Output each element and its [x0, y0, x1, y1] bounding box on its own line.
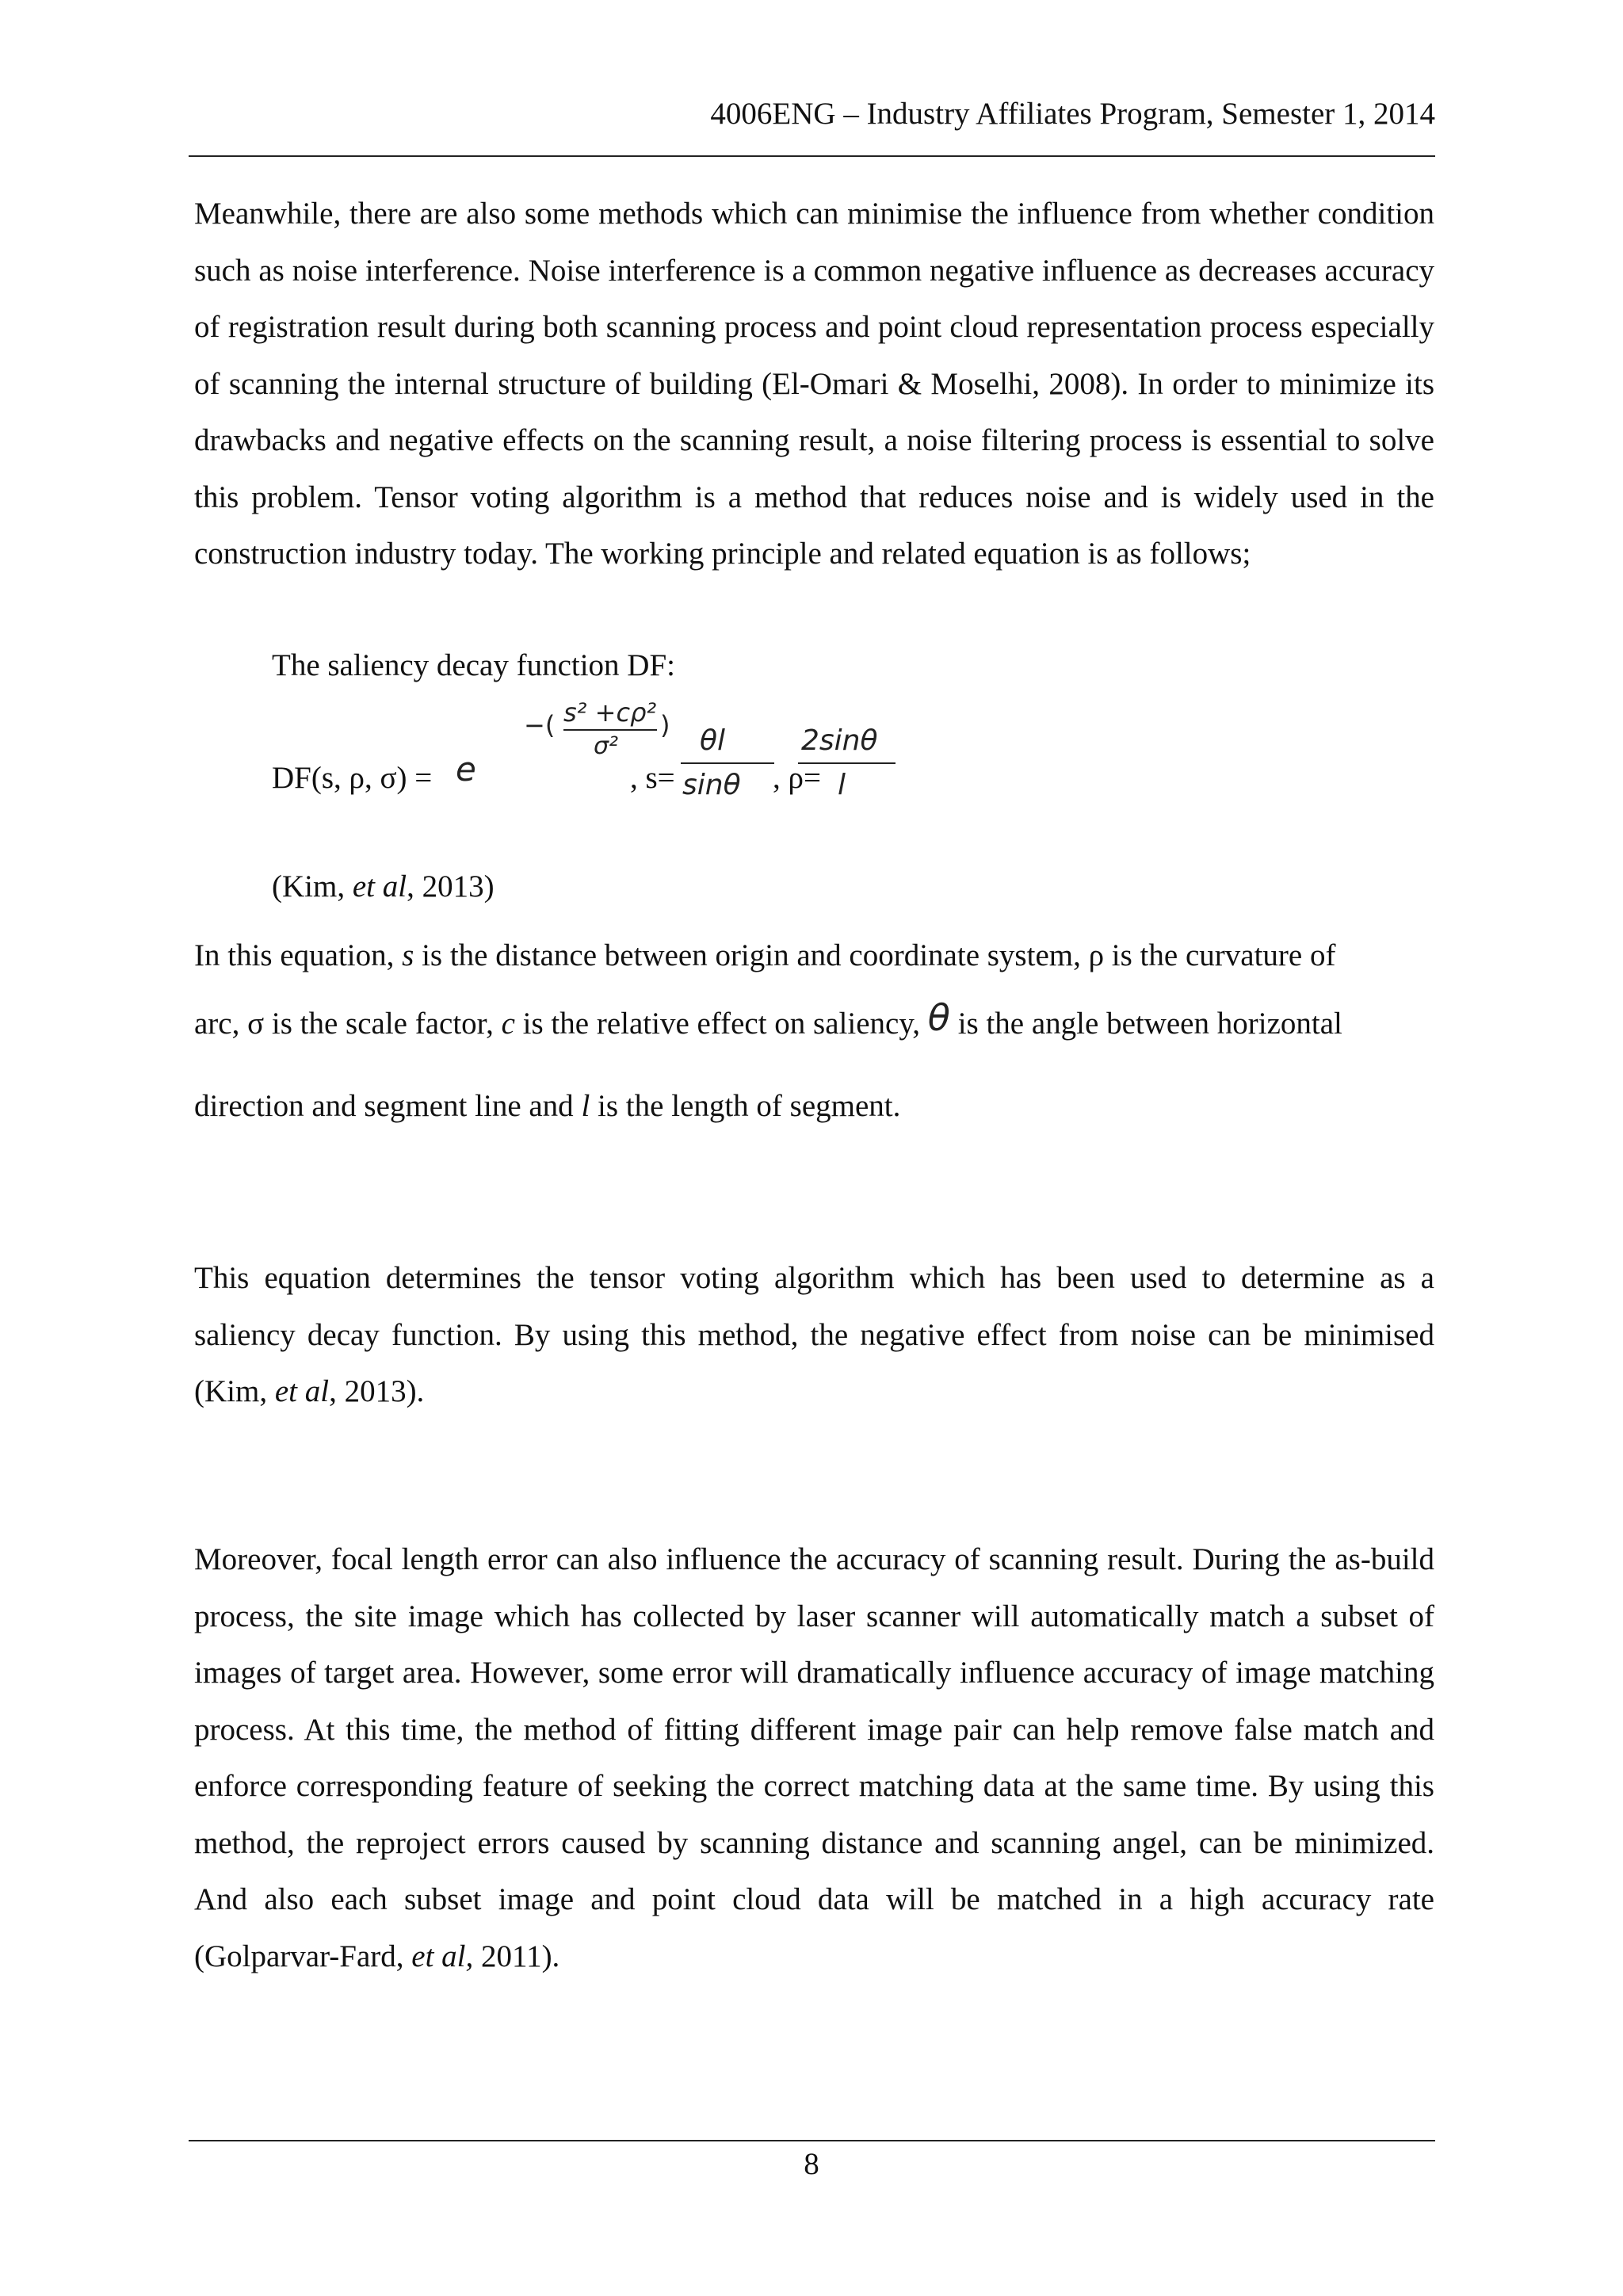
variable-l: l [581, 1089, 590, 1123]
paragraph-text: , 2013). [329, 1374, 425, 1408]
paragraph-text: 2011). [473, 1939, 560, 1973]
exponent-open-paren: −( [524, 710, 556, 740]
rho-denominator: l [838, 769, 846, 801]
theta-symbol: θ [927, 996, 950, 1039]
et-al: et al, [411, 1939, 474, 1973]
citation-close: , 2013) [407, 869, 495, 904]
s-fraction-bar [681, 762, 774, 764]
variable-s: s [402, 938, 414, 972]
running-header: 4006ENG – Industry Affiliates Program, Semester 1, 2014 [710, 97, 1435, 131]
paragraph-text: This equation determines the tensor voting algorithm which has been used to determine as a saliency decay function. By using this method, the negative effect from noise can be minimised (Kim, [194, 1261, 1434, 1408]
definitions-line-2 [194, 996, 1342, 1045]
s-denominator: sinθ [682, 769, 741, 801]
paragraph-tensor-voting [194, 1250, 1434, 1420]
rho-fraction-bar [798, 762, 896, 764]
saliency-decay-equation [272, 697, 985, 824]
paragraph-focal-length-error [194, 1531, 1434, 1985]
paragraph-text: Moreover, focal length error can also influence the accuracy of scanning result. During the as-build process, the site image which has collected by laser scanner will automatically match a subset of images of target area. However, some error will dramatically influence accuracy of image matching process. At this time, the method of fitting different image pair can help remove false match and enforce corresponding feature of seeking the correct matching data at the same time. By using this method, the reproject errors caused by scanning distance and scanning angel, can be minimized. And also each subset image and point cloud data will be matched in a high accuracy rate (Golparvar-Fard, [194, 1542, 1434, 1973]
definitions-text: is the angle between horizontal [949, 1007, 1342, 1041]
equation-lhs: DF(s, ρ, σ) = [272, 761, 433, 795]
et-al: et al [274, 1374, 330, 1408]
definitions-text: is the distance between origin and coordinate system, ρ is the curvature of [414, 938, 1336, 972]
header-rule [189, 155, 1435, 157]
saliency-intro: The saliency decay function DF: [272, 648, 675, 682]
variable-c: c [501, 1007, 515, 1041]
page-number: 8 [804, 2147, 819, 2181]
definitions-text: is the relative effect on saliency, [514, 1007, 928, 1041]
definitions-line-3 [194, 1086, 900, 1127]
equation-citation [272, 866, 495, 907]
definitions-line-1 [194, 935, 1335, 976]
definitions-text: direction and segment line and [194, 1089, 582, 1123]
rho-numerator: 2sinθ [801, 724, 878, 757]
s-separator: , s= [630, 761, 675, 795]
definitions-text: arc, σ is the scale factor, [194, 1007, 502, 1041]
paragraph-text: Meanwhile, there are also some methods which can minimise the influence from whether condition such as noise interference. Noise interference is a common negative influence as decreases accuracy of registration result during both scanning process and point cloud representation process especially of scanning the internal structure of building (El-Omari & Moselhi, 2008). In order to minimize its drawbacks and negative effects on the scanning result, a noise filtering process is essential to solve this problem. Tensor voting algorithm is a method that reduces noise and is widely used in the construction industry today. The working principle and related equation is as follows; [194, 197, 1434, 571]
equation-base-e: e [456, 750, 476, 789]
citation-et-al: et al [352, 869, 407, 904]
exponent-denominator: σ² [594, 732, 619, 760]
exponent-numerator: s² +cρ² [563, 697, 657, 728]
exponent-close-paren: ) [660, 710, 670, 740]
definitions-text: is the length of segment. [590, 1089, 901, 1123]
s-numerator: θl [700, 724, 726, 757]
citation-open: (Kim, [272, 869, 353, 904]
rho-separator: , ρ= [773, 761, 821, 795]
definitions-text: In this equation, [194, 938, 403, 972]
footer-rule [189, 2140, 1435, 2141]
exponent-fraction-bar [563, 729, 657, 731]
paragraph-noise-interference [194, 185, 1434, 583]
